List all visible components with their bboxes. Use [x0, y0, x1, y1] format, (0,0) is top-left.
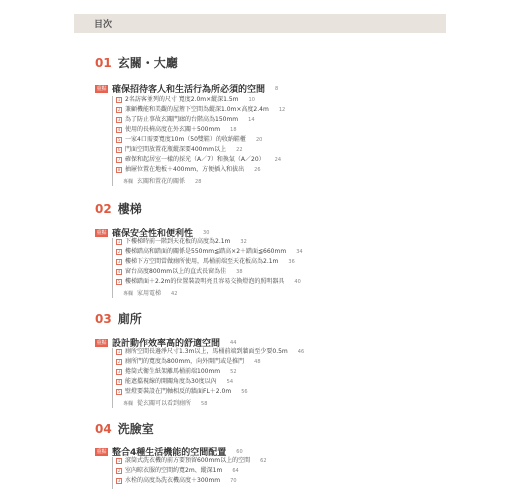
page-number: 64 [232, 468, 239, 474]
item-number: 2 [117, 249, 121, 255]
item-number: 2 [117, 107, 121, 113]
column-text: 從玄關可以看到廁所 [137, 400, 192, 407]
item-text: 兼顧機能和美觀的屋簷下空間為縱深1.0m×高度2.4m [125, 106, 269, 113]
page-number: 40 [294, 279, 301, 285]
section-heading[interactable] [95, 221, 210, 239]
column-text: 玄關和置花的關係 [137, 178, 186, 185]
toc-item[interactable] [116, 105, 285, 114]
item-text: 廁所門的寬度為800mm，向外開門或是推門 [125, 358, 245, 365]
chapter-number: 02 [95, 202, 112, 216]
chapter-title: 樓梯 [117, 202, 142, 216]
item-number: 5 [117, 137, 121, 143]
page-number: 20 [255, 137, 263, 143]
page-number: 56 [241, 389, 248, 395]
page-number: 58 [201, 401, 208, 407]
page-number: 10 [248, 97, 255, 103]
item-number: 3 [117, 369, 121, 375]
item-number: 6 [117, 147, 121, 153]
toc-item[interactable] [116, 476, 237, 485]
column-tag: 專欄 [123, 179, 134, 185]
column-entry[interactable] [123, 289, 177, 298]
section-badge: 重點 [96, 340, 107, 346]
page-number: 60 [236, 449, 243, 455]
page-number: 42 [171, 291, 178, 297]
toc-item[interactable] [116, 277, 301, 286]
item-text: 使用的長椅高度在外玄關＋500mm [125, 126, 221, 133]
toc-item[interactable] [116, 377, 233, 386]
section-title: 設計動作效率高的舒適空間 [112, 339, 221, 349]
item-text: 樓梯踏高和踏面的關係是550mm≦踏高×2＋踏面≦660mm [125, 248, 287, 255]
item-number: 1 [117, 349, 121, 355]
item-text: 門面空間放置花瓶縱深要400mm以上 [125, 146, 227, 153]
page-number: 12 [278, 107, 286, 113]
chapter-heading-01[interactable] [95, 54, 178, 72]
page-number: 26 [254, 167, 261, 173]
page-number: 38 [236, 269, 243, 275]
page-number: 54 [226, 379, 234, 385]
page-number: 70 [230, 478, 237, 484]
chapter-title: 玄關・大廳 [117, 56, 178, 70]
item-text: 壁燈要裝設在門軸相反的牆面FL＋2.0m [125, 388, 232, 395]
section-badge: 重點 [96, 449, 107, 455]
toc-item[interactable] [116, 247, 303, 256]
toc-item[interactable] [116, 155, 281, 164]
toc-item[interactable] [116, 165, 261, 174]
page-number: 34 [296, 249, 303, 255]
page-number: 18 [230, 127, 237, 133]
chapter-title: 洗臉室 [117, 422, 154, 436]
item-number: 7 [117, 157, 121, 163]
column-tag: 專欄 [123, 291, 134, 297]
section-badge: 重點 [96, 230, 107, 236]
item-text: 捲筒式衛生紙架離馬桶前端100mm [125, 368, 221, 375]
toc-item[interactable] [116, 257, 295, 266]
item-number: 4 [117, 127, 121, 133]
toc-item[interactable] [116, 95, 255, 104]
item-number: 3 [117, 117, 121, 123]
item-bracket [112, 96, 115, 186]
chapter-title: 廁所 [117, 312, 142, 326]
item-text: 抽屜位置在地板＋400mm，方便插入和拔出 [125, 166, 245, 173]
section-title: 確保招待客人和生活行為所必須的空間 [112, 85, 266, 95]
toc-item[interactable] [116, 145, 243, 154]
page-number: 48 [254, 359, 261, 365]
toc-item[interactable] [116, 347, 304, 356]
column-tag: 專欄 [123, 401, 134, 407]
chapter-number: 03 [95, 312, 112, 326]
page-number: 44 [230, 340, 237, 346]
toc-item[interactable] [116, 115, 255, 124]
chapter-number: 04 [95, 422, 112, 436]
chapter-heading-02[interactable] [95, 200, 142, 218]
item-number: 5 [117, 279, 121, 285]
section-title: 整合4種生活機能的空間配置 [112, 448, 227, 458]
item-number: 3 [117, 259, 121, 265]
item-number: 5 [117, 389, 121, 395]
item-bracket [112, 457, 115, 489]
chapter-number: 01 [95, 56, 112, 70]
column-entry[interactable] [123, 399, 207, 408]
toc-item[interactable] [116, 367, 237, 376]
item-bracket [112, 348, 115, 408]
toc-item[interactable] [116, 237, 247, 246]
item-text: 樓梯下方空間當做廁所使用，馬桶前端至天花板高為2.1m [125, 258, 279, 265]
toc-title: 目次 [94, 20, 113, 30]
item-text: 窗台高度800mm以上的直式長窗為佳 [125, 268, 227, 275]
toc-item[interactable] [116, 466, 239, 475]
item-text: 2名訪客並列的尺寸 寬度2.0m×縱深1.5m [125, 96, 239, 103]
column-text: 家用電梯 [137, 290, 162, 297]
section-badge: 重點 [96, 86, 107, 92]
column-entry[interactable] [123, 177, 201, 186]
item-text: 樓梯踏面＋2.2m的位置裝設明亮且容易交換燈泡的照明器具 [125, 278, 285, 285]
page-number: 14 [248, 117, 255, 123]
page-number: 8 [275, 86, 279, 92]
item-text: 為了防止事故玄關門廊的台階高為150mm [125, 116, 239, 123]
page-number: 36 [288, 259, 295, 265]
toc-item[interactable] [116, 125, 237, 134]
section-heading[interactable] [95, 77, 279, 95]
item-number: 1 [117, 239, 121, 245]
item-bracket [112, 238, 115, 298]
item-text: 水栓的高度為洗衣機高度＋300mm [125, 477, 221, 484]
chapter-heading-04[interactable] [95, 420, 154, 438]
toc-item[interactable] [116, 267, 243, 276]
page-number: 28 [195, 179, 202, 185]
item-number: 2 [117, 468, 121, 474]
section-title: 確保安全性和便利性 [112, 229, 194, 239]
toc-item[interactable] [116, 456, 267, 465]
item-text: 下樓梯時前一階到天花板的高度為2.1m [125, 238, 231, 245]
page-number: 46 [297, 349, 305, 355]
item-number: 2 [117, 359, 121, 365]
page-number: 62 [260, 458, 267, 464]
page-number: 32 [240, 239, 247, 245]
item-number: 4 [117, 379, 121, 385]
item-number: 1 [117, 458, 121, 464]
item-text: 滾筒式洗衣機的前方要預留600mm以上的空間 [125, 457, 251, 464]
item-number: 8 [117, 167, 121, 173]
page-number: 52 [230, 369, 237, 375]
toc-item[interactable] [116, 357, 261, 366]
page-number: 24 [274, 157, 282, 163]
item-text: 能遮擋視線的開關角度為30度以內 [125, 378, 217, 385]
item-text: 一家4口需要寬度10m（50雙鞋）的收納鞋櫃 [125, 136, 246, 143]
page-number: 30 [203, 230, 210, 236]
chapter-heading-03[interactable] [95, 310, 142, 328]
item-number: 4 [117, 269, 121, 275]
item-number: 3 [117, 478, 121, 484]
item-number: 1 [117, 97, 121, 103]
toc-item[interactable] [116, 387, 248, 396]
item-text: 廁所空間長邊淨尺寸1.3m以上，馬桶前端到牆面至少要0.5m [125, 348, 288, 355]
item-text: 確保和起居室一樣的採光（A／7）和換氣（A／20） [125, 156, 265, 163]
item-text: 室內晾衣服的空間約寬2m、縱深1m [125, 467, 223, 474]
toc-item[interactable] [116, 135, 262, 144]
toc-header-bar [74, 14, 446, 33]
section-heading[interactable] [95, 331, 237, 349]
page-number: 22 [236, 147, 243, 153]
section-heading[interactable] [95, 440, 243, 458]
